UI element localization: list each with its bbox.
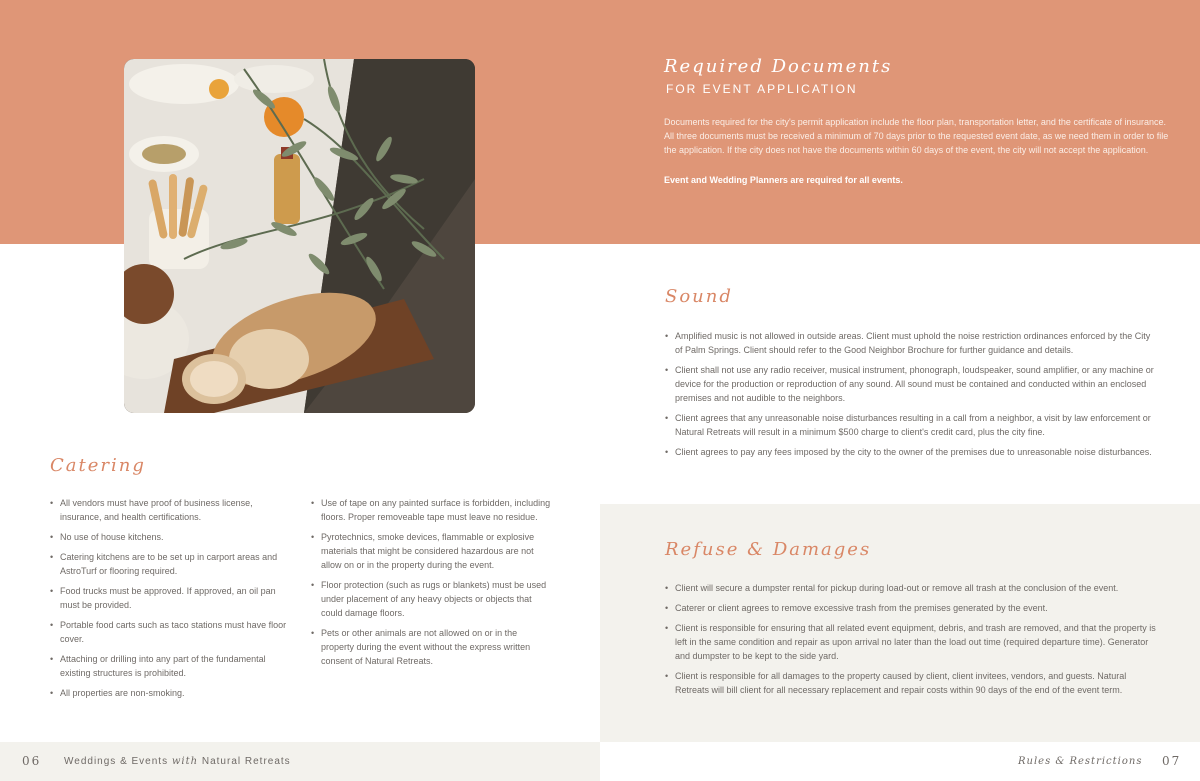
catering-item: • Floor protection (such as rugs or blankets) must be used under placement of any heavy objects or objects that could damage floors. <box>311 578 551 620</box>
catering-item: • Portable food carts such as taco stations must have floor cover. <box>50 618 290 646</box>
required-documents-body: Documents required for the city's permit application include the floor plan, transportation letter, and the certificate of insurance. All three documents must be received a minimum of 70 days prior to the requested event date, as we need them in order to file the application. If the city does not have the documents within 60 days of the event, the city will not accept the application. <box>664 117 1169 155</box>
catering-item: • Use of tape on any painted surface is forbidden, including floors. Proper removeable tape must leave no residue. <box>311 496 551 524</box>
catering-item: • Pyrotechnics, smoke devices, flammable or explosive materials that might be considered hazardous are not allow on or in the property during the event. <box>311 530 551 572</box>
refuse-item: • Client will secure a dumpster rental for pickup during load-out or remove all trash at the conclusion of the event. <box>665 581 1160 595</box>
sound-title: Sound <box>665 286 733 307</box>
refuse-section <box>665 539 1160 703</box>
footer-title-part: Natural Retreats <box>198 756 291 767</box>
catering-item: • All properties are non-smoking. <box>50 686 290 700</box>
refuse-item: • Client is responsible for all damages to the property caused by client, client invitees, vendors, and guests. Natural Retreats will bill client for all necessary replacement and repair costs within 90 days of the end of the event term. <box>665 669 1160 697</box>
food-table-photo <box>124 59 475 413</box>
right-footer-title: Rules & Restrictions <box>1018 756 1143 767</box>
footer-title-italic: with <box>171 756 199 767</box>
catering-item: • All vendors must have proof of business license, insurance, and health certifications. <box>50 496 290 524</box>
catering-item: • Pets or other animals are not allowed on or in the property during the event without the express written consent of Natural Retreats. <box>311 626 551 668</box>
catering-title: Catering <box>50 455 146 476</box>
required-documents-section <box>664 56 1174 187</box>
sound-item: • Client agrees to pay any fees imposed by the city to the owner of the premises due to unreasonable noise disturbances. <box>665 445 1160 459</box>
sound-section <box>665 286 1160 465</box>
required-documents-note: Event and Wedding Planners are required for all events. <box>664 175 903 185</box>
catering-list-col2 <box>311 496 551 674</box>
right-page-number: 07 <box>1162 754 1182 768</box>
catering-item: • Attaching or drilling into any part of the fundamental existing structures is prohibited. <box>50 652 290 680</box>
required-documents-title: Required Documents <box>664 56 893 77</box>
left-page-number: 06 <box>22 754 42 768</box>
refuse-item: • Client is responsible for ensuring that all related event equipment, debris, and trash are removed, and that the property is left in the same condition and repair as upon arrival no later than the load out time (required departure time). Generator and dumpster to be kept to the side yard. <box>665 621 1160 663</box>
left-footer-title <box>64 756 291 767</box>
footer-title-part: Weddings & Events <box>64 756 172 767</box>
catering-item: • Catering kitchens are to be set up in carport areas and AstroTurf or flooring required. <box>50 550 290 578</box>
sound-item: • Client agrees that any unreasonable noise disturbances resulting in a call from a neighbor, a visit by law enforcement or Natural Retreats will result in a minimum $500 charge to client's credit card, plus the city fine. <box>665 411 1160 439</box>
catering-section <box>50 455 146 476</box>
sound-list <box>665 329 1160 459</box>
sound-item: • Client shall not use any radio receiver, musical instrument, phonograph, loudspeaker, sound amplifier, or any machine or device for the production or reproduction of any sound. All sound must be contained and conducted within an enclosed premises and not audible to the neighbors. <box>665 363 1160 405</box>
refuse-title: Refuse & Damages <box>665 539 872 560</box>
sound-item: • Amplified music is not allowed in outside areas. Client must uphold the noise restriction ordinances enforced by the City of Palm Springs. Client should refer to the Good Neighbor Brochure for further guidance and details. <box>665 329 1160 357</box>
refuse-item: • Caterer or client agrees to remove excessive trash from the premises generated by the event. <box>665 601 1160 615</box>
required-documents-subtitle: FOR EVENT APPLICATION <box>666 82 858 96</box>
catering-list-col1 <box>50 496 290 706</box>
refuse-list <box>665 581 1160 697</box>
catering-item: • Food trucks must be approved. If approved, an oil pan must be provided. <box>50 584 290 612</box>
catering-item: • No use of house kitchens. <box>50 530 290 544</box>
